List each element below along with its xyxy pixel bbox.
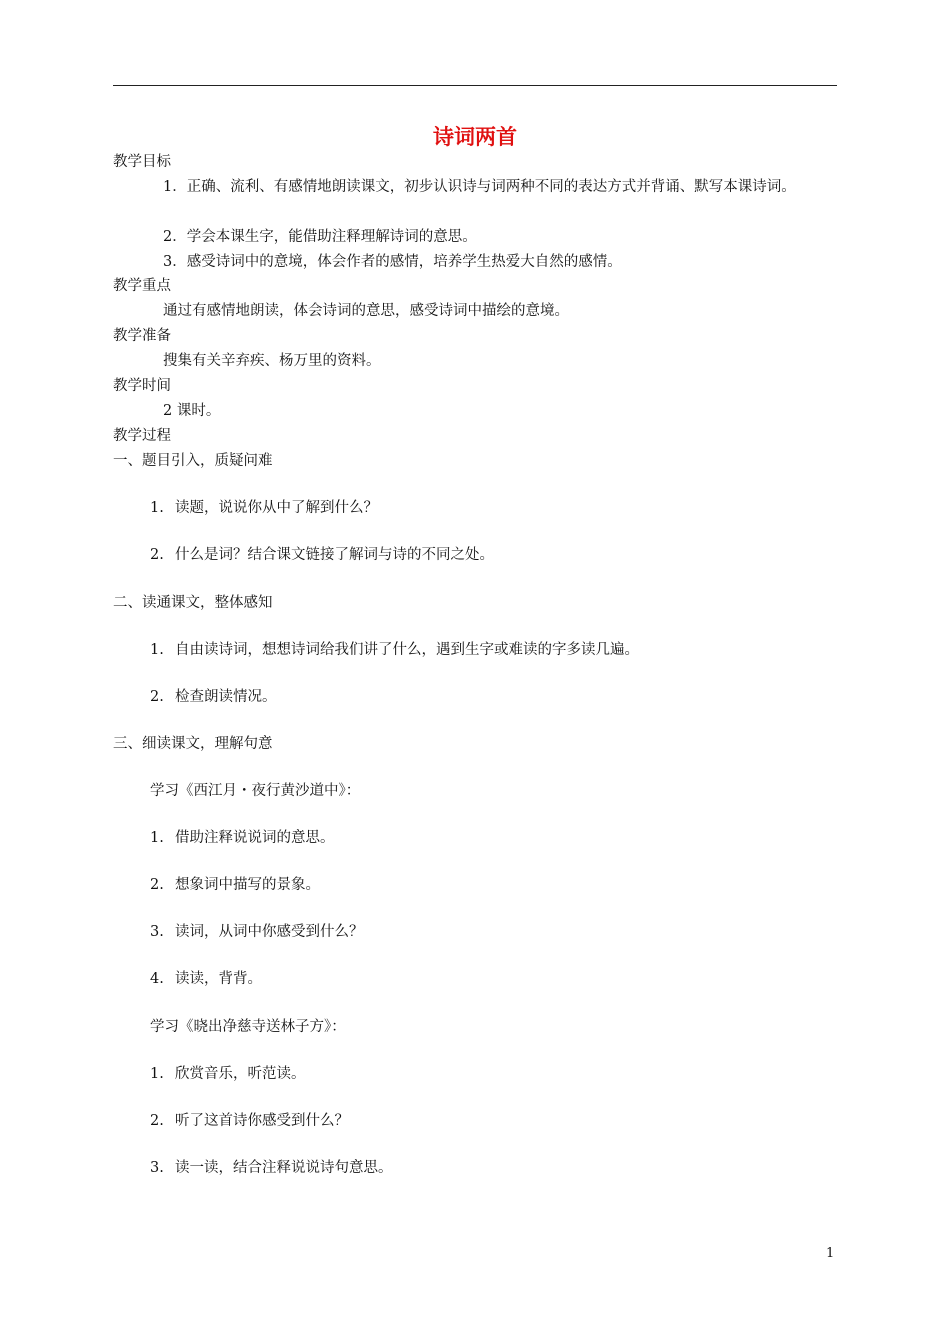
list-item: 2. 检查朗读情况。 bbox=[150, 689, 277, 705]
page-number: 1 bbox=[826, 1246, 835, 1261]
list-item: 2. 想象词中描写的景象。 bbox=[150, 877, 320, 893]
document-title: 诗词两首 bbox=[433, 125, 517, 149]
list-item: 4. 读读，背背。 bbox=[150, 971, 262, 987]
goal-item-2: 2．学会本课生字，能借助注释理解诗词的意思。 bbox=[163, 229, 477, 245]
heading-focus: 教学重点 bbox=[113, 278, 171, 294]
goal-item-3: 3．感受诗词中的意境，体会作者的感情，培养学生热爱大自然的感情。 bbox=[163, 254, 622, 270]
heading-time: 教学时间 bbox=[113, 378, 171, 394]
list-item: 1. 借助注释说说词的意思。 bbox=[150, 830, 335, 846]
list-item: 2. 听了这首诗你感受到什么？ bbox=[150, 1113, 349, 1129]
list-item: 3. 读词，从词中你感受到什么？ bbox=[150, 924, 364, 940]
goal-item-1: 1．正确、流利、有感情地朗读课文，初步认识诗与词两种不同的表达方式并背诵、默写本课诗词。 bbox=[163, 179, 796, 195]
list-item: 1. 读题，说说你从中了解到什么？ bbox=[150, 500, 378, 516]
poem-2-intro: 学习《晓出净慈寺送林子方》： bbox=[150, 1019, 346, 1035]
list-item: 1. 自由读诗词，想想诗词给我们讲了什么，遇到生字或难读的字多读几遍。 bbox=[150, 642, 639, 658]
focus-text: 通过有感情地朗读，体会诗词的意思，感受诗词中描绘的意境。 bbox=[163, 303, 569, 319]
heading-process: 教学过程 bbox=[113, 428, 171, 444]
list-item: 3. 读一读，结合注释说说诗句意思。 bbox=[150, 1160, 393, 1176]
section-1-heading: 一、题目引入，质疑问难 bbox=[113, 453, 273, 469]
list-item: 1. 欣赏音乐，听范读。 bbox=[150, 1066, 306, 1082]
heading-prep: 教学准备 bbox=[113, 328, 171, 344]
time-text: 2 课时。 bbox=[163, 403, 221, 419]
poem-1-intro: 学习《西江月・夜行黄沙道中》： bbox=[150, 783, 361, 799]
header-rule bbox=[113, 85, 837, 86]
list-item: 2. 什么是词？结合课文链接了解词与诗的不同之处。 bbox=[150, 547, 494, 563]
heading-goals: 教学目标 bbox=[113, 154, 171, 170]
prep-text: 搜集有关辛弃疾、杨万里的资料。 bbox=[163, 353, 381, 369]
section-2-heading: 二、读通课文，整体感知 bbox=[113, 595, 273, 611]
section-3-heading: 三、细读课文，理解句意 bbox=[113, 736, 273, 752]
